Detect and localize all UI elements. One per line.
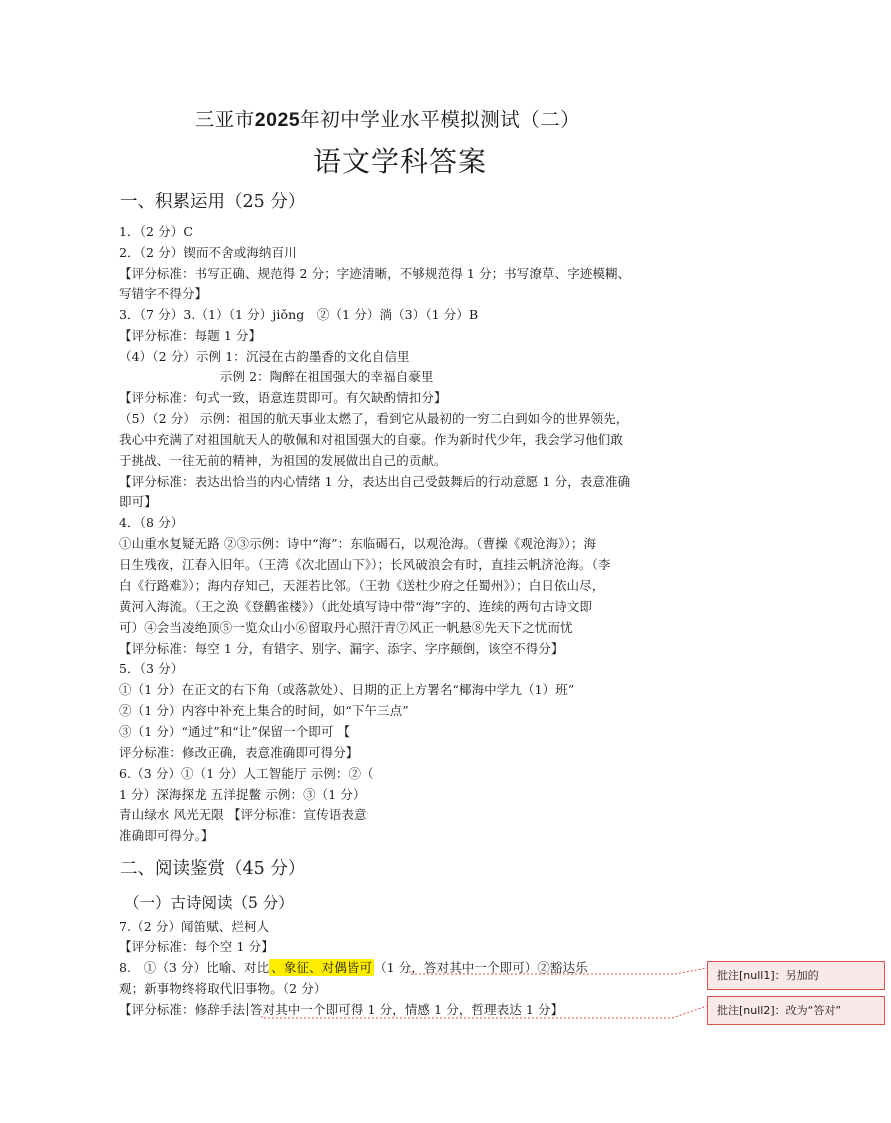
answer-line: 【评分标准：每空 1 分，有错字、别字、漏字、添字、字序颠倒，该空不得分】 <box>119 641 564 656</box>
answer-line: 7.（2 分）闻笛赋、烂柯人 <box>119 919 270 934</box>
section2-heading: 二、阅读鉴赏（45 分） <box>120 859 306 879</box>
answer-line: ③（1 分）“通过”和“让”保留一个即可 【 <box>119 724 351 739</box>
title-suffix: 年初中学业水平模拟测试（二） <box>300 108 581 131</box>
q8-line3-post: 答对其中一个即可得 1 分，情感 1 分，哲理表达 1 分】 <box>250 1002 564 1017</box>
answer-line: （5）（2 分） 示例：祖国的航天事业太燃了，看到它从最初的一穷二白到如今的世界领先， <box>119 411 629 426</box>
section2-subheading: （一）古诗阅读（5 分） <box>124 894 294 912</box>
title-year: 2025 <box>254 109 301 131</box>
answer-line: 【评分标准：每个空 1 分】 <box>119 939 274 954</box>
answer-line: 即可】 <box>119 494 157 509</box>
answer-line: 【评分标准：书写正确、规范得 2 分；字迹清晰，不够规范得 1 分；书写潦草、字迹模糊、 <box>119 266 631 281</box>
comment1-link-line <box>410 968 707 974</box>
title-prefix: 三亚市 <box>194 108 255 131</box>
answer-line: ②（1 分）内容中补充上集合的时间，如“下午三点” <box>119 703 409 718</box>
section1-heading: 一、积累运用（25 分） <box>120 192 306 212</box>
answer-line: 4．（8 分） <box>119 515 184 530</box>
answer-line: 日生残夜，江春入旧年。（王湾《次北固山下》）；长风破浪会有时，直挂云帆济沧海。（李 <box>119 557 611 572</box>
comment2-link-line <box>262 1006 707 1018</box>
review-comment-2[interactable]: 批注[null2]：改为“答对” <box>707 996 885 1025</box>
answer-line: 我心中充满了对祖国航天人的敬佩和对祖国强大的自豪。作为新时代少年，我会学习他们敢 <box>119 432 624 447</box>
tracked-insertion-highlight[interactable]: 、象征、对偶皆可 <box>271 960 373 975</box>
answer-line: 写错字不得分】 <box>119 286 208 301</box>
answer-line: 评分标准：修改正确，表意准确即可得分】 <box>119 745 359 760</box>
answer-line: 于挑战、一往无前的精神，为祖国的发展做出自己的贡献。 <box>119 453 447 468</box>
answer-line: 1．（2 分）C <box>119 224 193 239</box>
q8-text-pre: 8. ①（3 分）比喻、对比 <box>119 960 270 975</box>
answer-line: 青山绿水 风光无限 【评分标准：宣传语表意 <box>119 807 367 822</box>
q8-line3-pre: 【评分标准：修辞手法 <box>119 1002 246 1017</box>
answer-line: 可）④会当凌绝顶⑤一览众山小⑥留取丹心照汗青⑦风正一帆悬⑧先天下之忧而忧 <box>119 620 573 635</box>
answer-line: 准确即可得分。】 <box>119 828 214 843</box>
answer-line: 【评分标准：句式一致，语意连贯即可。有欠缺酌情扣分】 <box>119 390 447 405</box>
review-comment-1[interactable]: 批注[null1]：另加的 <box>707 961 885 990</box>
subject-title: 语文学科答案 <box>312 145 487 178</box>
answer-line: 5．（3 分） <box>119 661 184 676</box>
answer-line: 【评分标准：表达出恰当的内心情绪 1 分，表达出自己受鼓舞后的行动意愿 1 分，表意准确 <box>119 474 631 489</box>
answer-line: 【评分标准：每题 1 分】 <box>119 328 262 343</box>
answer-line: ①山重水复疑无路 ②③示例：诗中“海”：东临碣石，以观沧海。（曹操《观沧海》）；海 <box>119 536 597 551</box>
answer-line: 黄河入海流。（王之涣《登鹳雀楼》）（此处填写诗中带“海”字的、连续的两句古诗文即 <box>119 599 593 614</box>
answer-line: 1 分）深海探龙 五洋捉鳖 示例：③（1 分） <box>119 787 366 802</box>
q8-text-post: （1 分，答对其中一个即可）②豁达乐 <box>374 960 588 975</box>
answer-line: 3．（7 分）3.（1）（1 分）jiǒng ②（1 分）淌（3）（1 分）B <box>119 307 479 322</box>
question-8-line2: 观；新事物终将取代旧事物。（2 分） <box>119 981 327 996</box>
answer-line: （4）（2 分）示例 1：沉浸在古韵墨香的文化自信里 <box>119 349 410 364</box>
answer-line: 6.（3 分）①（1 分）人工智能厅 示例：②（ <box>119 766 374 781</box>
answer-line: 示例 2：陶醉在祖国强大的幸福自豪里 <box>119 369 434 384</box>
answer-line: ①（1 分）在正文的右下角（或落款处）、日期的正上方署名“椰海中学九（1）班” <box>119 682 575 697</box>
answer-line: 白《行路难》）；海内存知己，天涯若比邻。（王勃《送杜少府之任蜀州》）；白日依山尽， <box>119 578 605 593</box>
answer-line: 2．（2 分）锲而不舍或海纳百川 <box>119 245 297 260</box>
